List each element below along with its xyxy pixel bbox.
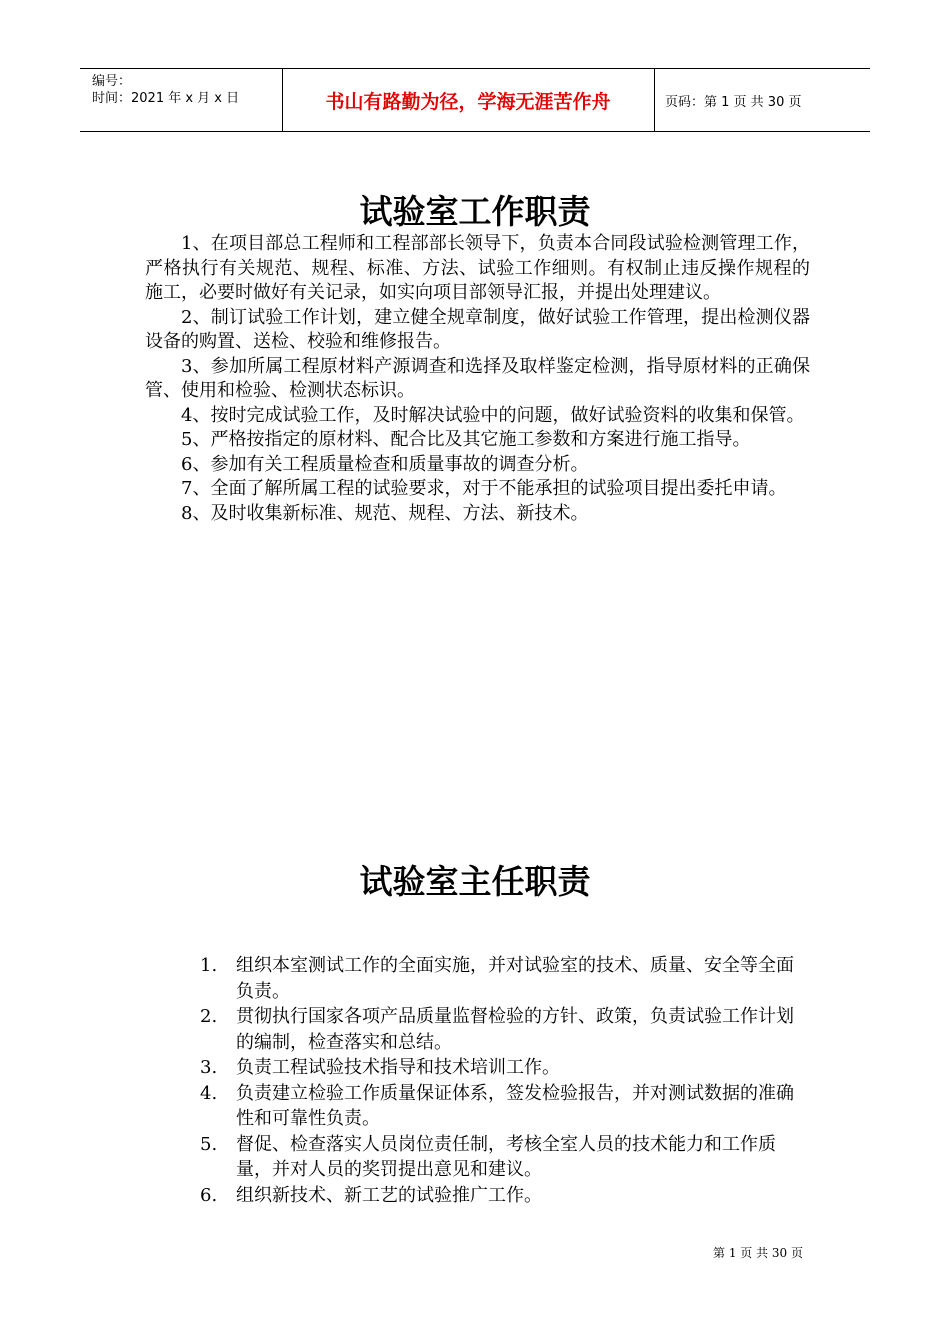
section1-title: 试验室工作职责 <box>359 192 591 231</box>
list-item <box>200 1183 810 1209</box>
section1-paragraph: 5、严格按指定的原材料、配合比及其它施工参数和方案进行施工指导。 <box>181 429 751 450</box>
section1-paragraph: 4、按时完成试验工作，及时解决试验中的问题，做好试验资料的收集和保管。 <box>181 404 805 426</box>
section1-paragraph: 6、参加有关工程质量检查和质量事故的调查分析。 <box>181 453 589 475</box>
document-number-label: 编号： <box>92 74 132 89</box>
list-item-number: 4. <box>200 1082 218 1104</box>
list-item-text: 督促、检查落实人员岗位责任制，考核全室人员的技术能力和工作质量，并对人员的奖罚提出意见和建议。 <box>236 1133 776 1180</box>
list-item-text: 负责建立检验工作质量保证体系，签发检验报告，并对测试数据的准确性和可靠性负责。 <box>236 1082 794 1129</box>
list-item-number: 1. <box>200 955 218 976</box>
list-item-text: 负责工程试验技术指导和技术培训工作。 <box>236 1057 560 1078</box>
section2-list <box>200 953 810 1208</box>
section1-paragraph: 7、全面了解所属工程的试验要求，对于不能承担的试验项目提出委托申请。 <box>181 478 787 499</box>
header-motto: 书山有路勤为径，学海无涯苦作舟 <box>325 90 611 113</box>
list-item-text: 组织新技术、新工艺的试验推广工作。 <box>236 1184 542 1206</box>
list-item-number: 2. <box>200 1006 218 1027</box>
header-meta <box>80 69 280 131</box>
page-footer: 第 1 页 共 30 页 <box>713 1246 803 1260</box>
list-item-number: 6. <box>200 1184 218 1206</box>
list-item <box>200 1132 810 1183</box>
section1-paragraph: 2、制订试验工作计划，建立健全规章制度，做好试验工作管理，提出检测仪器设备的购置、送检、校验和维修报告。 <box>145 306 810 352</box>
document-time-label: 时间：2021 年 x 月 x 日 <box>92 91 240 106</box>
section1-paragraph: 1、在项目部总工程师和工程部部长领导下，负责本合同段试验检测管理工作，严格执行有关规范、规程、标准、方法、试验工作细则。有权制止违反操作规程的施工，必要时做好有关记录，如实向项目部领导汇报，并提出处理建议。 <box>145 233 810 303</box>
section1-paragraph: 8、及时收集新标准、规范、规程、方法、新技术。 <box>181 502 589 524</box>
list-item <box>200 1055 810 1081</box>
section1-body <box>145 232 810 526</box>
list-item-text: 贯彻执行国家各项产品质量监督检验的方针、政策，负责试验工作计划的编制，检查落实和总结。 <box>236 1006 794 1053</box>
section1-paragraph: 3、参加所属工程原材料产源调查和选择及取样鉴定检测，指导原材料的正确保管、使用和检验、检测状态标识。 <box>145 355 810 401</box>
list-item <box>200 953 810 1004</box>
page-header <box>80 68 870 132</box>
list-item-text: 组织本室测试工作的全面实施，并对试验室的技术、质量、安全等全面负责。 <box>236 955 794 1002</box>
section2-title: 试验室主任职责 <box>359 862 591 901</box>
list-item-number: 3. <box>200 1057 218 1078</box>
list-item <box>200 1004 810 1055</box>
list-item <box>200 1081 810 1132</box>
header-divider <box>654 69 655 131</box>
header-page-info: 页码：第 1 页 共 30 页 <box>665 94 802 110</box>
list-item-number: 5. <box>200 1133 218 1155</box>
